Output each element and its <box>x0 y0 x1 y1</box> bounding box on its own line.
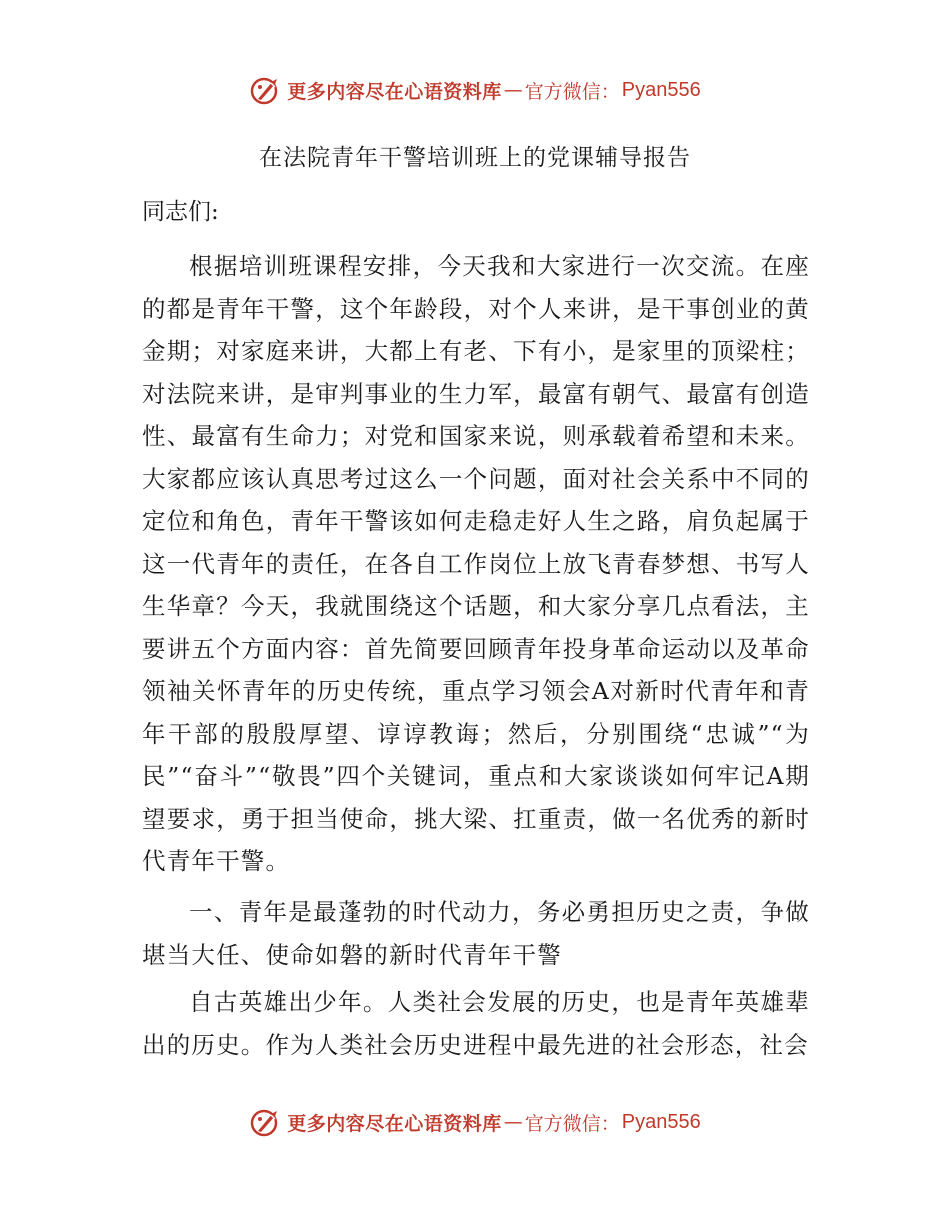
watermark-brand: 更多内容尽在心语资料库 <box>287 1112 502 1135</box>
watermark-separator: — <box>503 1111 523 1133</box>
salutation: 同志们: <box>142 199 219 225</box>
paragraph-section-1: 自古英雄出少年。人类社会发展的历史，也是青年英雄辈出的历史。作为人类社会历史进程中最先进的社会形态，社会 <box>142 988 810 1059</box>
watermark-wechat-label: 官方微信： <box>524 1112 620 1135</box>
watermark-brand: 更多内容尽在心语资料库 <box>287 80 502 103</box>
quill-logo-icon <box>249 73 283 107</box>
watermark-wechat-id: Pyan556 <box>621 78 701 101</box>
section-heading-1: 一、青年是最蓬勃的时代动力，务必勇担历史之责，争做堪当大任、使命如磐的新时代青年干警 <box>142 898 810 969</box>
watermark-separator: — <box>503 79 523 101</box>
watermark-banner-top <box>0 70 950 110</box>
watermark-wechat-label: 官方微信： <box>524 80 620 103</box>
watermark-banner-bottom <box>0 1102 950 1142</box>
document-title: 在法院青年干警培训班上的党课辅导报告 <box>259 145 691 171</box>
watermark-wechat-id: Pyan556 <box>621 1110 701 1133</box>
paragraph-intro: 根据培训班课程安排，今天我和大家进行一次交流。在座的都是青年干警，这个年龄段，对个人来讲，是干事创业的黄金期；对家庭来讲，大都上有老、下有小，是家里的顶梁柱；对法院来讲，是审判事业的生力军，最富有朝气、最富有创造性、最富有生命力；对党和国家来说，则承载着希望和未来。大家都应该认真思考过这么一个问题，面对社会关系中不同的定位和角色，青年干警该如何走稳走好人生之路，肩负起属于这一代青年的责任，在各自工作岗位上放飞青春梦想、书写人生华章？今天，我就围绕这个话题，和大家分享几点看法，主要讲五个方面内容：首先简要回顾青年投身革命运动以及革命领袖关怀青年的历史传统，重点学习领会A对新时代青年和青年干部的殷殷厚望、谆谆教诲；然后，分别围绕“忠诚”“为民”“奋斗”“敬畏”四个关键词，重点和大家谈谈如何牢记A期望要求，勇于担当使命，挑大梁、扛重责，做一名优秀的新时代青年干警。 <box>142 252 810 875</box>
quill-logo-icon <box>249 1105 283 1139</box>
